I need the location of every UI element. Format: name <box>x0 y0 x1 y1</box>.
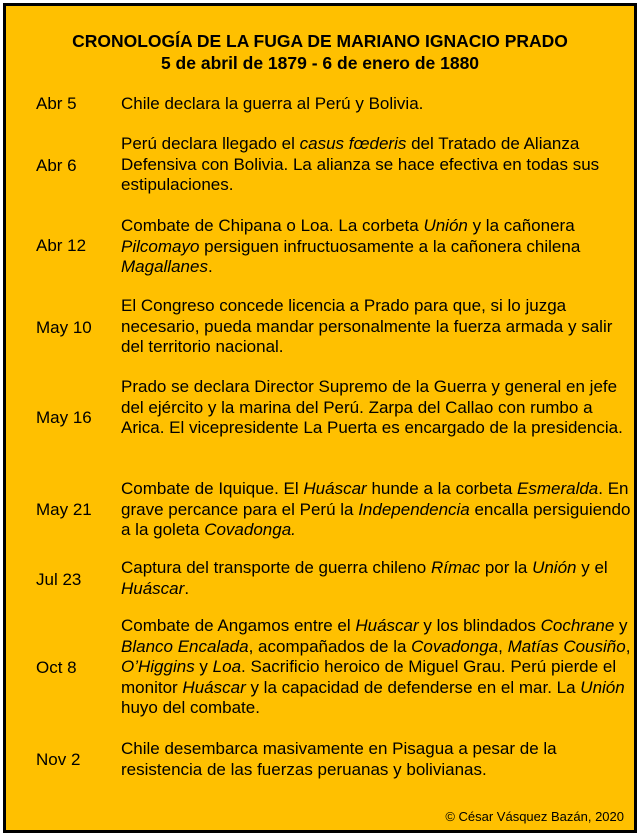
entry-description <box>121 377 631 439</box>
italic-term: Esmeralda <box>517 479 599 498</box>
entry-description <box>121 94 631 115</box>
italic-term: Loa <box>212 657 242 676</box>
italic-term: Rímac <box>430 558 481 577</box>
entry-description <box>121 216 631 278</box>
text-segment: , acompañados de la <box>248 636 412 656</box>
text-segment: y la capacidad de defenderse en el mar. La <box>245 677 581 697</box>
italic-term: Matías Cousiño <box>507 636 626 656</box>
text-segment: y los blindados <box>418 616 541 635</box>
italic-term: O’Higgins <box>121 657 195 676</box>
italic-term: Magallanes <box>121 257 208 276</box>
text-segment: y el <box>576 558 608 577</box>
italic-term: Pilcomayo <box>121 236 200 256</box>
entry-date: Jul 23 <box>36 570 82 589</box>
italic-term: Huáscar <box>303 479 367 498</box>
entry-date: May 21 <box>36 500 92 519</box>
text-segment: y la cañonera <box>467 216 575 235</box>
text-segment: Combate de Iquique. El <box>121 479 304 498</box>
text-segment: . <box>184 578 190 598</box>
entry-description <box>121 134 631 196</box>
italic-term: Unión <box>580 677 625 697</box>
page-title: CRONOLOGÍA DE LA FUGA DE MARIANO IGNACIO PRADO <box>72 31 568 51</box>
text-segment: , <box>625 636 631 656</box>
entry-date: Abr 6 <box>36 156 77 175</box>
text-segment: . Sacrificio heroico de Miguel Grau. Perú pierde el monitor <box>121 657 617 697</box>
entry-date: May 16 <box>36 408 92 427</box>
text-segment: Combate de Angamos entre el <box>121 616 356 635</box>
text-segment: Combate de Chipana o Loa. La corbeta <box>121 216 424 235</box>
text-segment: y <box>614 616 628 635</box>
text-segment: Perú declara llegado el <box>121 134 300 153</box>
entry-description <box>121 739 631 780</box>
page-subtitle: 5 de abril de 1879 - 6 de enero de 1880 <box>160 53 480 73</box>
text-segment: por la <box>480 558 533 577</box>
text-segment: huyo del combate. <box>121 698 260 717</box>
italic-term: Huáscar <box>182 677 246 697</box>
text-segment: persiguen infructuosamente a la cañonera chilena <box>199 236 581 256</box>
text-segment: El Congreso concede licencia a Prado para que, si lo juzga necesario, pueda mandar personalmente la fuerza armada y salir del territorio nacional. <box>121 296 613 356</box>
entry-date: Oct 8 <box>36 658 77 677</box>
text-segment: Chile desembarca masivamente en Pisagua a pesar de la resistencia de las fuerzas peruanas y bolivianas. <box>121 739 557 779</box>
italic-term: casus fœderis <box>299 134 407 153</box>
text-segment: del Tratado de Alianza Defensiva con Bolivia. La alianza se hace efectiva en todas sus estipulaciones. <box>121 134 600 194</box>
italic-term: Cochrane <box>540 616 615 635</box>
entry-date: Abr 5 <box>36 94 77 113</box>
text-segment: encalla persiguiendo a la goleta <box>121 499 631 539</box>
text-segment: Captura del transporte de guerra chileno <box>121 558 431 577</box>
italic-term: Unión <box>423 216 468 235</box>
text-segment: . En grave percance para el Perú la <box>121 479 629 519</box>
italic-term: Independencia <box>358 499 470 519</box>
italic-term: Covadonga <box>411 636 499 656</box>
copyright-credit: © César Vásquez Bazán, 2020 <box>445 809 624 824</box>
chronology-panel <box>3 3 637 833</box>
entry-description <box>121 479 631 541</box>
text-segment: Chile declara la guerra al Perú y Bolivia. <box>121 94 424 113</box>
entry-date: Abr 12 <box>36 236 87 255</box>
italic-term: Blanco Encalada <box>121 636 249 656</box>
italic-term: Unión <box>532 558 577 577</box>
entry-date: Nov 2 <box>36 750 81 769</box>
entry-description <box>121 616 631 719</box>
text-segment: Prado se declara Director Supremo de la Guerra y general en jefe del ejército y la marina del Perú. Zarpa del Callao con rumbo a Arica. El vicepresidente La Puerta es encargado de la presidencia. <box>121 377 623 437</box>
text-segment: hunde a la corbeta <box>366 479 517 498</box>
italic-term: Covadonga. <box>204 520 296 539</box>
text-segment: , <box>498 636 508 656</box>
entry-date: May 10 <box>36 318 92 337</box>
text-segment: y <box>194 657 213 676</box>
text-segment: . <box>207 257 213 276</box>
italic-term: Huáscar <box>355 616 419 635</box>
entry-description <box>121 296 631 358</box>
entry-description <box>121 558 631 599</box>
italic-term: Huáscar <box>121 578 185 598</box>
